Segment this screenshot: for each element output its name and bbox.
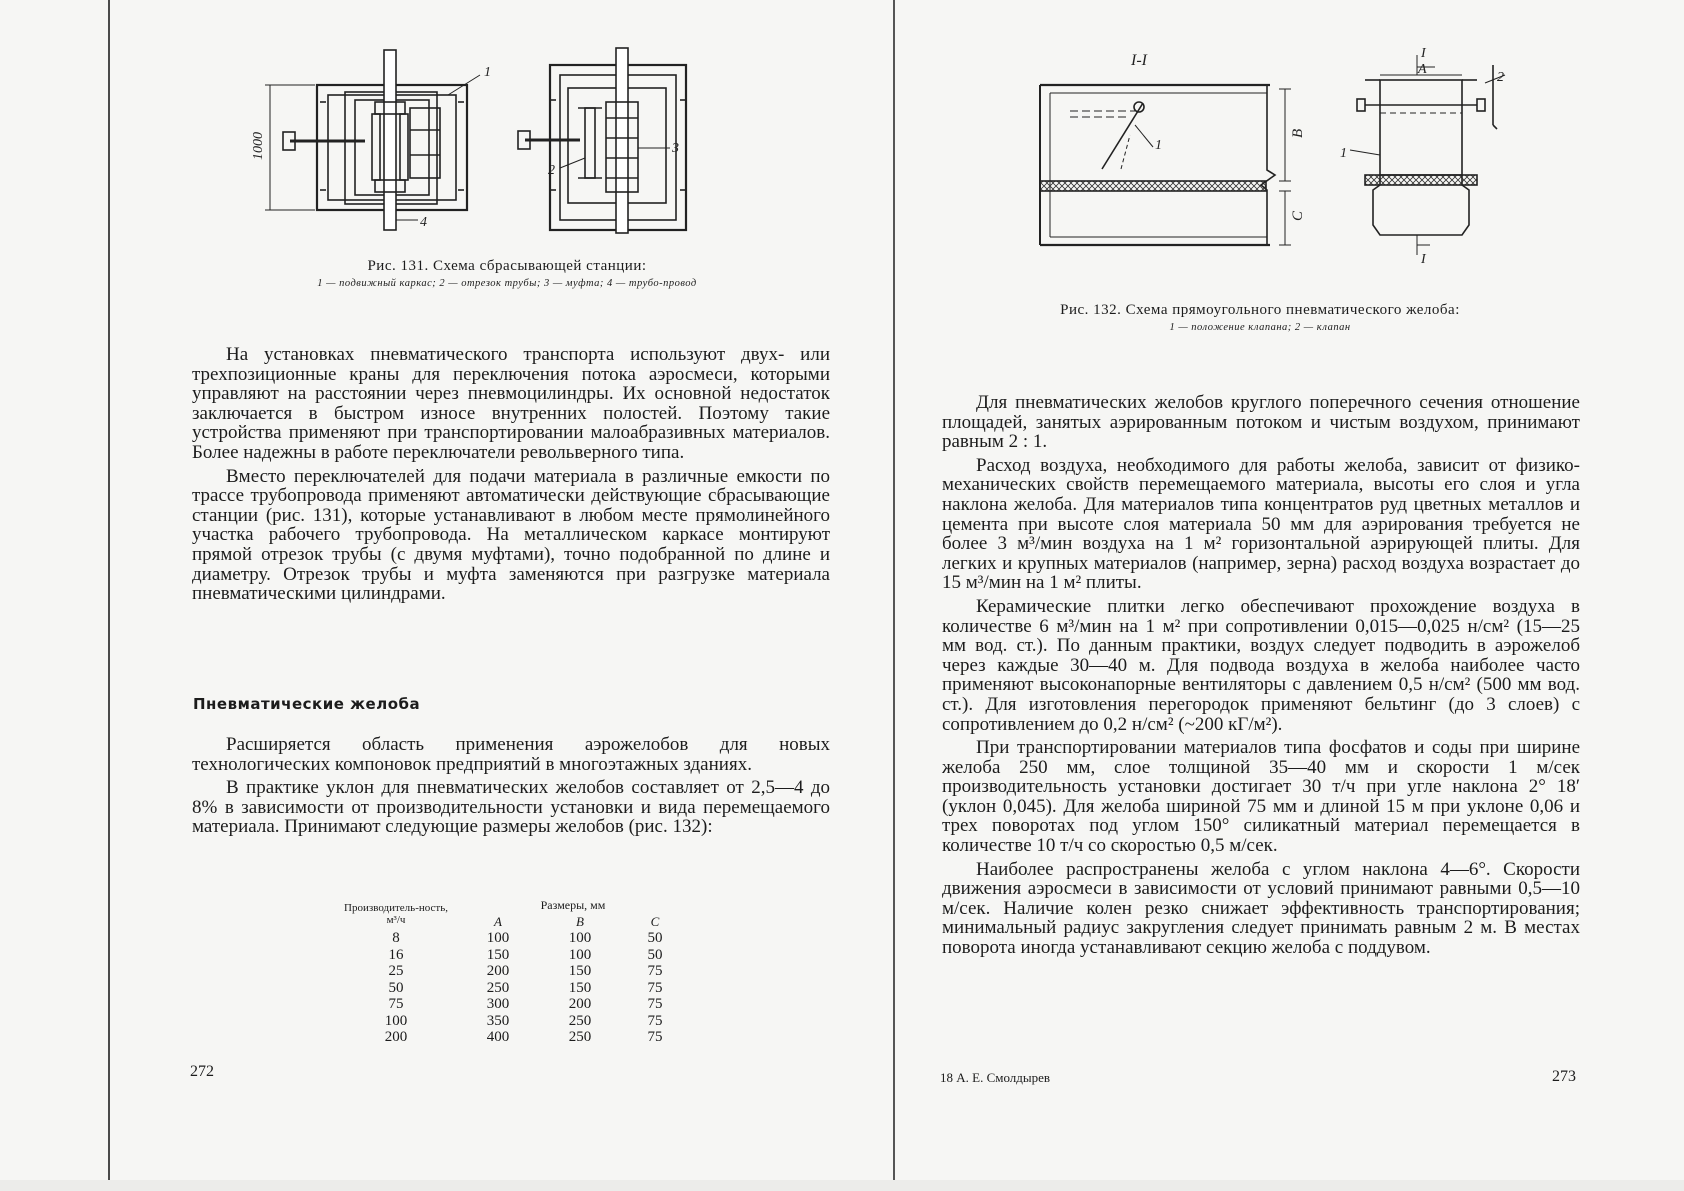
body-text-2 [192, 735, 830, 837]
cell: 250 [568, 1012, 592, 1029]
cell: 8 [392, 930, 400, 946]
cell: 200 [568, 996, 592, 1012]
table-row [335, 1029, 689, 1046]
cell: 25 [388, 963, 404, 979]
table-row [335, 963, 689, 980]
dimension-b: B [1290, 128, 1306, 138]
page-number-left: 272 [190, 1063, 214, 1080]
cell: 200 [486, 963, 510, 979]
caption-legend: 1 — подвижный каркас; 2 — отрезок трубы; 3 — муфта; 4 — трубо-провод [317, 278, 697, 289]
left-edge-line [108, 0, 110, 1191]
dimension-a: A [1418, 62, 1427, 77]
cell: 100 [384, 1012, 408, 1029]
table-row [335, 1013, 689, 1030]
caption-title: Рис. 132. Схема прямоугольного пневматического желоба: [1060, 302, 1460, 318]
cell: 75 [647, 1029, 663, 1045]
cell: 300 [486, 996, 510, 1012]
figure-131-caption [262, 258, 752, 291]
cell: 50 [647, 930, 663, 946]
spine-line [893, 0, 895, 1191]
cell: 100 [568, 930, 592, 946]
page-number-right: 273 [1552, 1068, 1576, 1085]
paragraph: Расход воздуха, необходимого для работы желоба, зависит от физико-механических свойств перемещаемого материала, высоты его слоя и угла наклона желоба. Для материалов типа концентратов руд цветных металлов и цемента при высоте слоя материала 50 мм для аэрирования требуется не более 3 м³/мин воздуха на 1 м² горизонтальной аэрирующей плиты. Для легких и крупных материалов (например, зерна) расход воздуха возрастает до 15 м³/мин на 1 м² плиты. [942, 454, 1580, 594]
figure-132 [1035, 45, 1505, 270]
table-row [335, 947, 689, 964]
paragraph: Расширяется область применения аэрожелобов для новых технологических компоновок предприятий в многоэтажных зданиях. [192, 734, 830, 775]
fig131-label-2: 2 [548, 163, 555, 178]
paragraph: Наиболее распространены желоба с углом наклона 4—6°. Скорости движения аэросмеси в зависимости от условий принимают равными 0,5—10 м/сек. Наличие колен резко снижает эффективность транспортирования; минимальный радиус закругления следует принимать равным 2 м. В местах поворота иногда устанавливают секцию желоба с поддувом. [942, 858, 1580, 959]
cell: 75 [647, 1012, 663, 1029]
cell: 200 [384, 1029, 408, 1045]
table-row [335, 930, 689, 947]
table-row [335, 980, 689, 997]
fig131-label-4: 4 [420, 215, 427, 230]
cell: 250 [568, 1029, 592, 1045]
fig132-label-2: 2 [1497, 70, 1504, 85]
body-text-right [942, 393, 1580, 958]
cell: 150 [486, 946, 510, 963]
table-header-a: A [494, 913, 502, 929]
dimensions-table [335, 897, 689, 1046]
paragraph: В практике уклон для пневматических желобов составляет от 2,5—4 до 8% в зависимости от производительности установки и вида перемещаемого материала. Принимают следующие размеры желобов (рис. 132): [192, 777, 830, 838]
signature-footer: 18 А. Е. Смолдырев [940, 1070, 1051, 1085]
fig131-label-3: 3 [672, 141, 679, 156]
cell: 150 [568, 963, 592, 979]
section-mark-top: I [1421, 46, 1426, 61]
cell: 75 [647, 996, 663, 1012]
dimension-label: 1000 [251, 132, 266, 160]
body-text-1 [192, 345, 830, 604]
section-heading: Пневматические желоба [193, 695, 421, 713]
paragraph: При транспортировании материалов типа фосфатов и соды при ширине желоба 250 мм, слое толщиной 35—40 мм и скорости 1 м/сек производительность установки достигает 30 т/ч при угле наклона 2° 18′ (уклон 0,045). Для желоба шириной 75 мм и длиной 15 м при уклоне 0,06 и трех поворотах под углом 150° силикатный материал перемещается в количестве 10 т/ч со скоростью 0,5 м/сек. [942, 737, 1580, 857]
table-header-sizes: Размеры, мм [540, 898, 606, 912]
cell: 350 [486, 1012, 510, 1029]
table-header-b: B [576, 913, 584, 929]
cell: 75 [647, 979, 663, 996]
cell: 75 [647, 963, 663, 979]
figure-132-caption [1045, 302, 1475, 335]
cell: 400 [486, 1029, 510, 1045]
section-label: I-I [1131, 52, 1147, 69]
caption-title: Рис. 131. Схема сбрасывающей станции: [367, 258, 647, 274]
cell: 100 [486, 930, 510, 946]
paragraph: Керамические плитки легко обеспечивают прохождение воздуха в количестве 6 м³/мин на 1 м² при сопротивлении 0,015—0,025 н/см² (15—25 мм вод. ст.). По данным практики, воздух следует подводить в аэрожелоб через каждые 30—40 м. Для подвода воздуха в желоба наиболее часто применяют высоконапорные вентиляторы с давлением 0,5 н/см² (500 мм вод. ст.). Для изготовления перегородок применяют бельтинг (до 3 слоев) с сопротивлением до 0,2 н/см² (~200 кГ/м²). [942, 595, 1580, 735]
fig132-label-1b: 1 [1340, 146, 1347, 161]
cell: 100 [568, 946, 592, 963]
caption-legend: 1 — положение клапана; 2 — клапан [1169, 322, 1351, 333]
cell: 150 [568, 979, 592, 996]
right-page [900, 0, 1684, 1191]
section-mark-bottom: I [1421, 252, 1426, 267]
paragraph: Для пневматических желобов круглого поперечного сечения отношение площадей, занятых аэрированным потоком и чистым воздухом, принимают равным 2 : 1. [942, 392, 1580, 453]
figure-131 [251, 40, 740, 245]
page-bottom-edge [0, 1180, 1684, 1191]
cell: 50 [647, 946, 663, 963]
cell: 50 [388, 979, 404, 996]
cell: 75 [388, 996, 404, 1012]
dimension-c: C [1290, 210, 1306, 221]
table-header-productivity: Производитель-ность, м³/ч [344, 901, 448, 926]
paragraph: Вместо переключателей для подачи материала в различные емкости по трассе трубопровода применяют автоматически действующие сбрасывающие станции (рис. 131), которые устанавливают в любом месте прямолинейного участка рабочего трубопровода. На металлическом каркасе монтируют прямой отрезок трубы (с двумя муфтами), точно подобранной по длине и диаметру. Отрезок трубы и муфта заменяются при разгрузке материала пневматическими цилиндрами. [192, 465, 830, 605]
cell: 250 [486, 979, 510, 996]
cell: 16 [388, 946, 404, 963]
table-row [335, 996, 689, 1013]
fig132-label-1: 1 [1155, 138, 1162, 153]
fig131-label-1: 1 [484, 65, 491, 80]
table-header-c: C [650, 913, 660, 929]
paragraph: На установках пневматического транспорта используют двух- или трехпозиционные краны для переключения потока аэросмеси, которыми управляют на расстоянии через пневмоцилиндры. Их основной недостаток заключается в быстром износе внутренних полостей. Поэтому такие устройства применяют при транспортировании малоабразивных материалов. Более надежны в работе переключатели револьверного типа. [192, 344, 830, 463]
